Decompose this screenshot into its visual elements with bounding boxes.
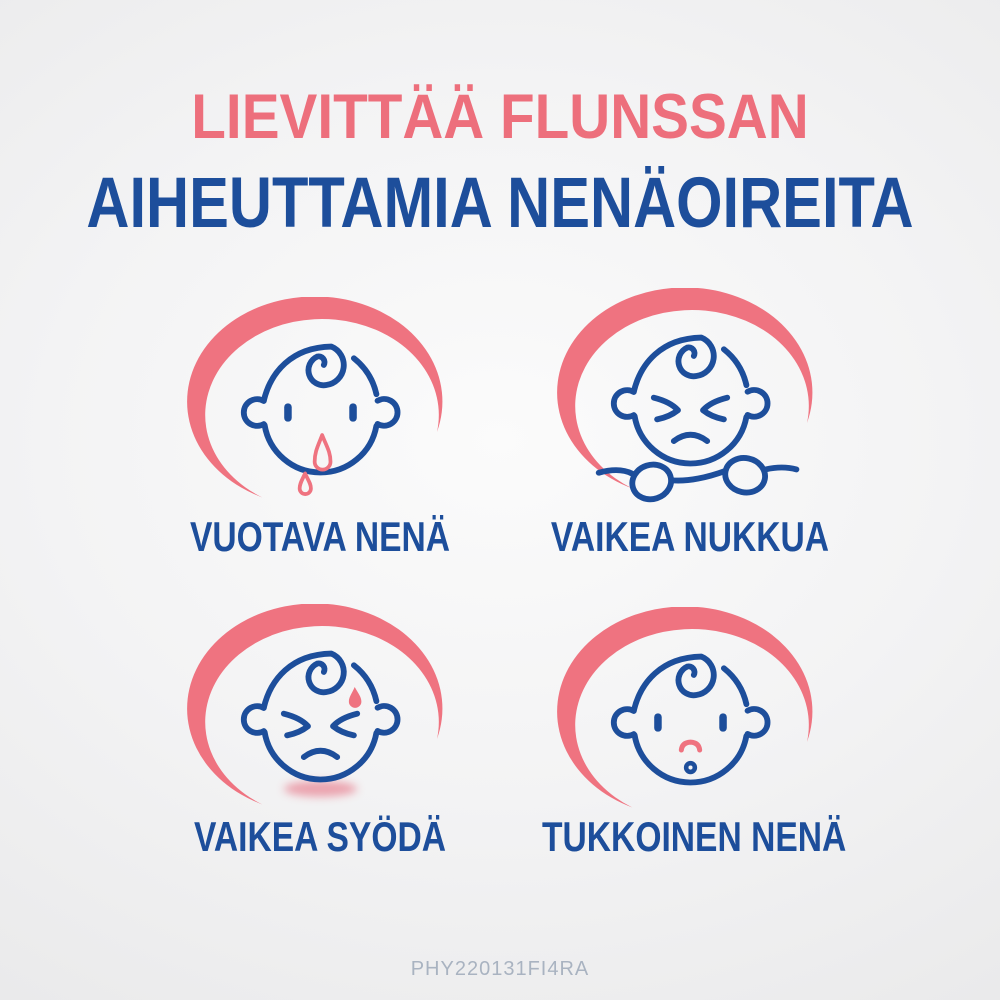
footer-code: PHY220131FI4RA — [410, 958, 590, 980]
baby-stuffy-nose-icon — [557, 607, 824, 833]
baby-runny-nose-icon — [187, 297, 454, 523]
symptom-label-runny-nose: VUOTAVA NENÄ — [189, 513, 451, 560]
symptom-label-hard-to-eat: VAIKEA SYÖDÄ — [193, 813, 447, 860]
symptom-label-stuffy-nose: TUKKOINEN NENÄ — [542, 813, 847, 860]
symptom-label-hard-to-sleep: VAIKEA NUKKUA — [550, 513, 830, 560]
baby-sleepless-icon — [557, 288, 824, 514]
baby-eating-trouble-icon — [187, 604, 454, 830]
title-line-1: LIEVITTÄÄ FLUNSSAN — [191, 82, 809, 152]
title-line-2: AIHEUTTAMIA NENÄOIREITA — [86, 164, 914, 243]
